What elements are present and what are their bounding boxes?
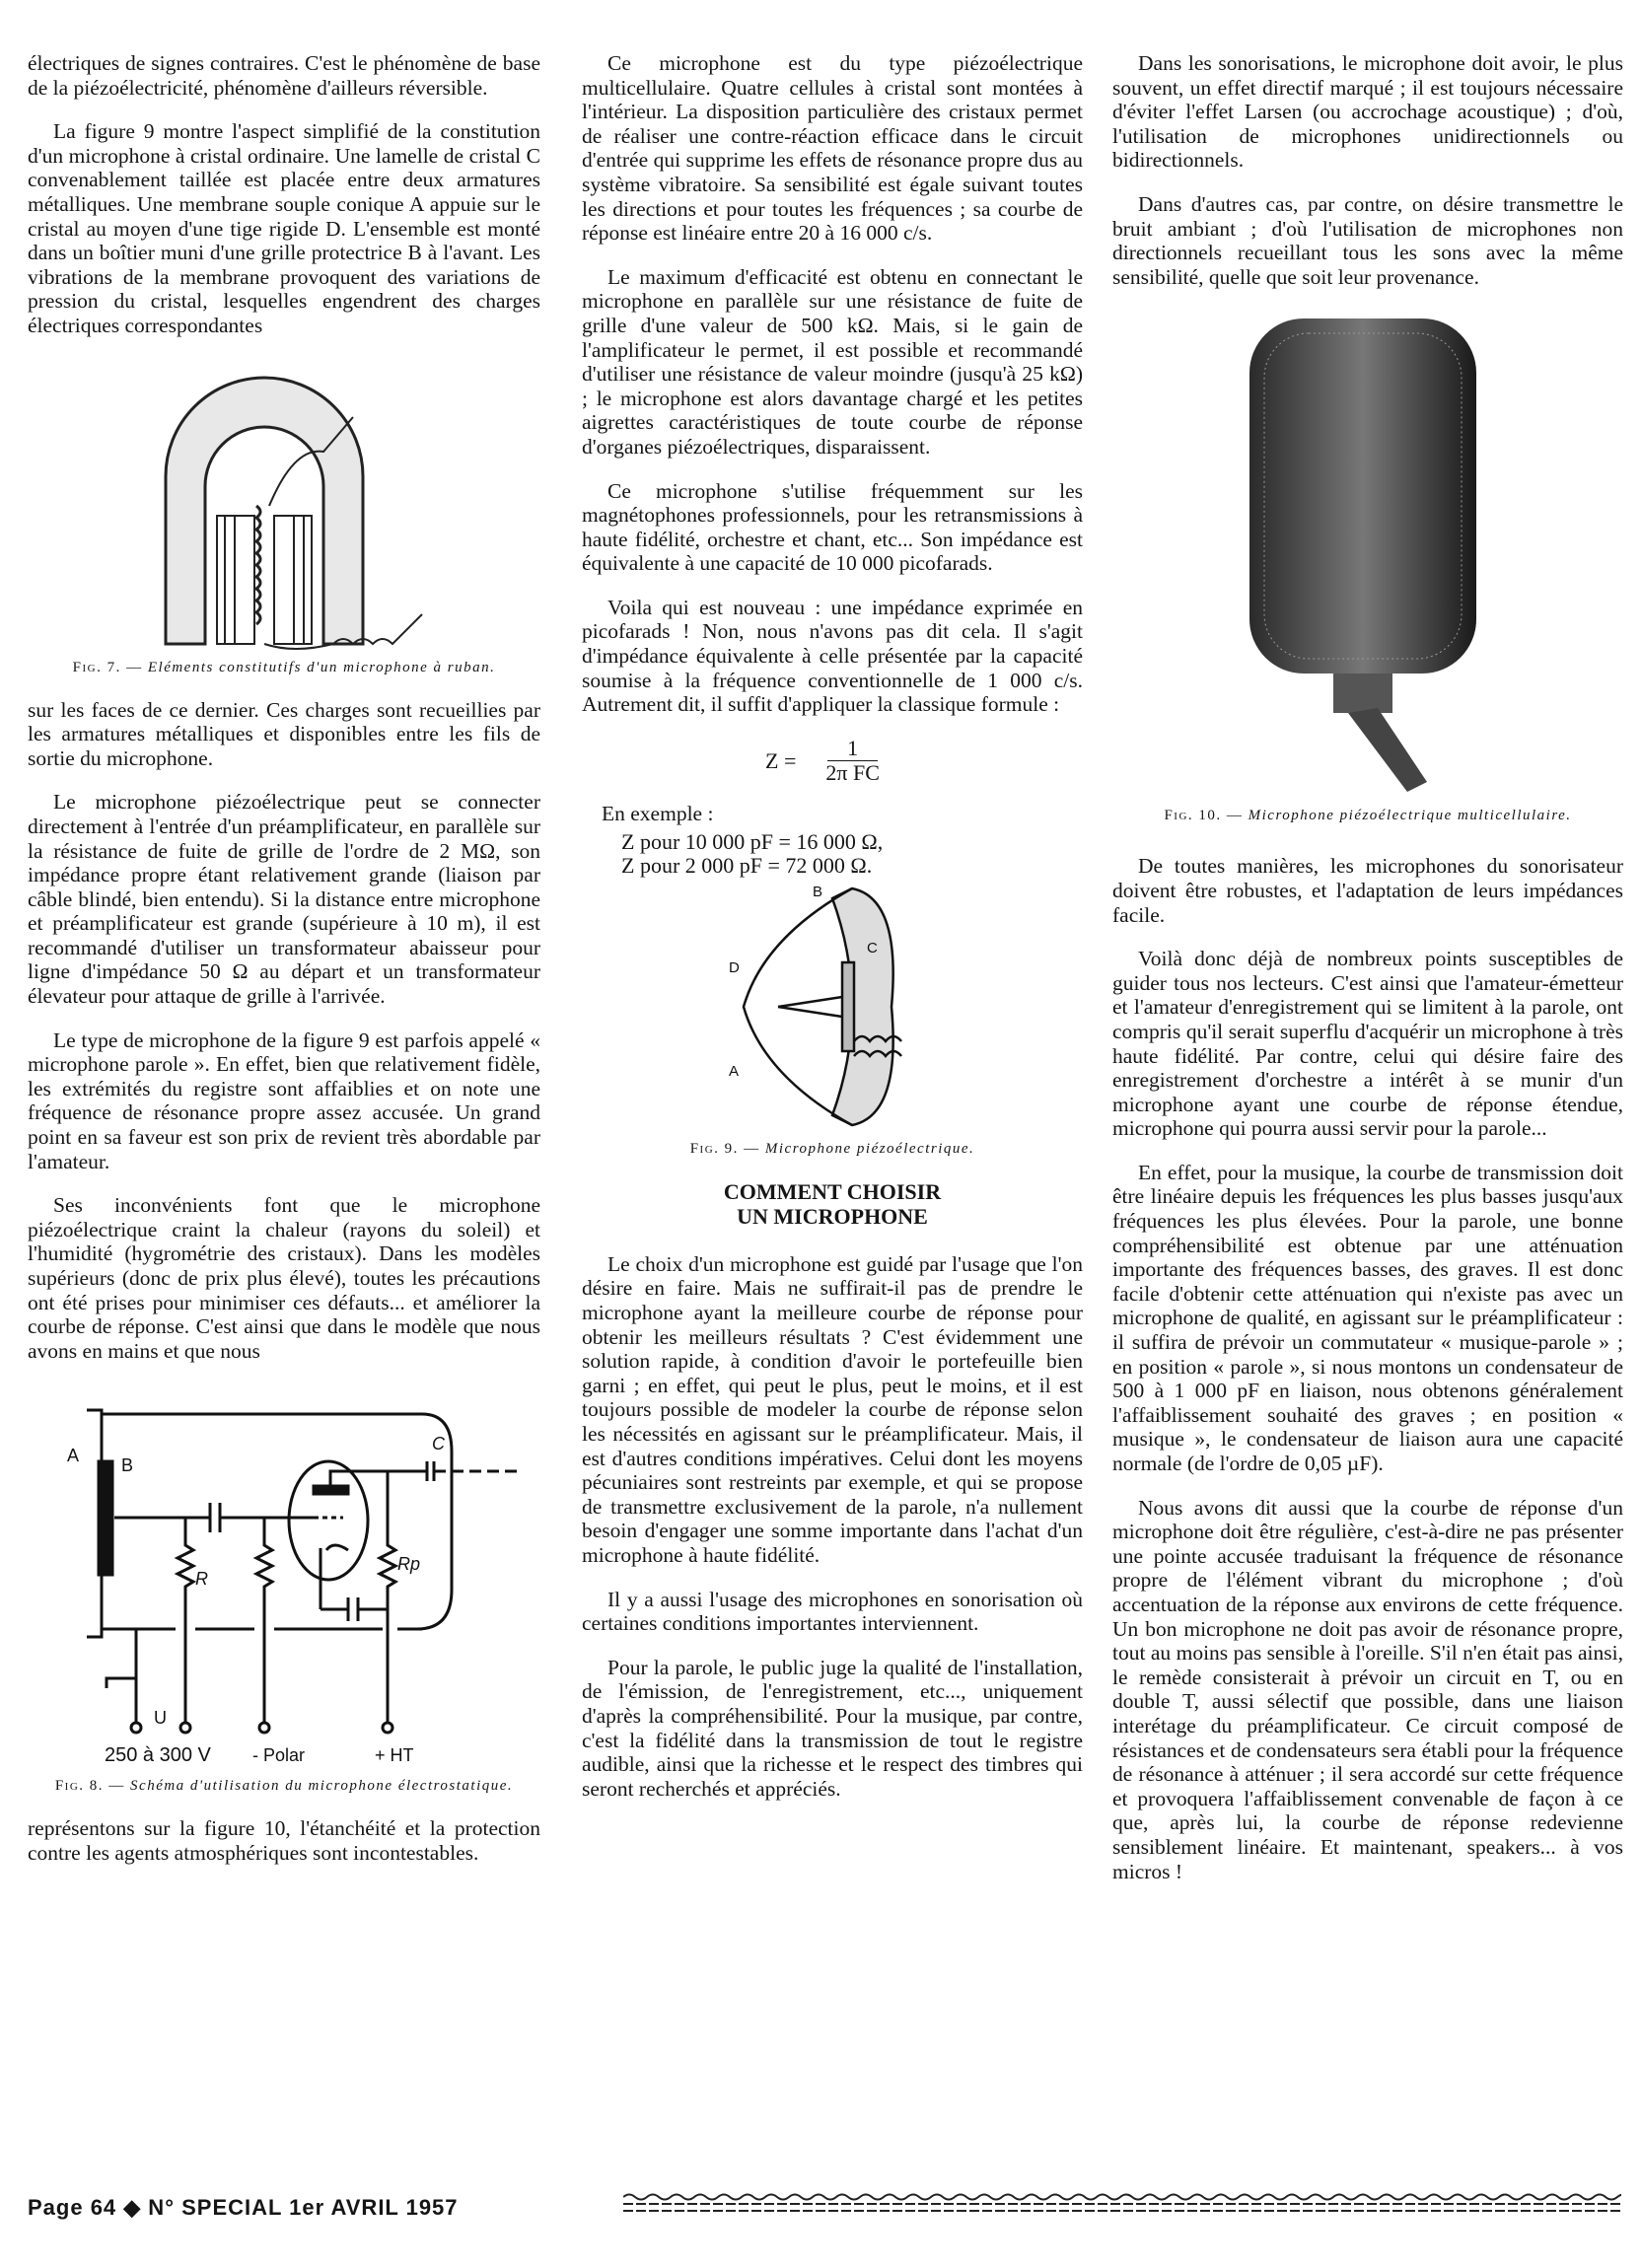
paragraph: La figure 9 montre l'aspect simplifié de la constitution d'un microphone à cristal ordinaire. Une lamelle de cristal C convenablement taillée est placée entre deux armatures métalliques. Une membrane souple conique A appuie sur le cristal au moyen d'une tige rigide D. L'ensemble est monté dans un boîtier muni d'une grille protectrice B à l'avant. Les vibrations de la membrane provoquent des variations de pression du cristal, lesquelles engendrent des charges électriques correspondantes [28, 119, 540, 337]
paragraph: Le choix d'un microphone est guidé par l'usage que l'on désire en faire. Mais ne suffirait-il pas de prendre le microphone ayant la meilleure courbe de réponse pour obtenir les meilleurs résultats ? C'est évidemment une solution rapide, à condition d'avoir le portefeuille bien garni ; en effet, qui peut le plus, peut le moins, et il est toujours possible de modeler la courbe de réponse selon les nécessités en agissant sur le préamplificateur. Mais, il est d'autres conditions impératives. Celui dont les moyens pécuniaires sont restreints par exemple, et qui se propose de transmettre exclusivement de la parole, n'a nullement besoin d'engager une somme importante dans l'achat d'un microphone à haute fidélité. [582, 1251, 1083, 1567]
figure-number: Fig. 10. — [1164, 808, 1244, 824]
section-heading [582, 1179, 1083, 1229]
column-1 [28, 51, 540, 1885]
column-2 [582, 51, 1083, 1820]
paragraph: Dans les sonorisations, le microphone doit avoir, le plus souvent, un effet directif marqué ; il est toujours nécessaire d'éviter l'effet Larsen (ou accrochage acoustique) ; d'où, l'utilisation de microphones unidirectionnels ou bidirectionnels. [1112, 51, 1623, 173]
figure-10-microphone-photo [1220, 309, 1516, 802]
paragraph: Voilà donc déjà de nombreux points susceptibles de guider tous nos lecteurs. C'est ainsi que l'amateur-émetteur et l'amateur d'enregistrement qui se limitent à la parole, ont compris qu'il serait superflu d'acquérir un microphone à très haute fidélité. Par contre, celui qui désire faire des enregistrement d'orchestre a intérêt à se munir d'un microphone ayant une courbe de réponse étendue, microphone qui pourra aussi servir pour la parole... [1112, 947, 1623, 1141]
example-label: En exemple : [602, 802, 714, 826]
paragraph: En effet, pour la musique, la courbe de transmission doit être linéaire depuis les fréquences les plus basses jusqu'aux fréquences les plus élevées. Pour la parole, une bonne compréhensibilité est obtenue par une atténuation importante des fréquences basses, des graves. Il est donc facile d'obtenir cette atténuation qui n'existe pas avec un microphone de qualité, en agissant sur le préamplificateur : il suffira de prévoir un commutateur « musique-parole » ; en position « parole », si nous montons un condensateur de 500 à 1 000 pF en liaison, nous obtenons généralement l'affaiblissement souhaité des graves ; en position « musique », le condensateur de liaison aura une capacité normale (de l'ordre de 0,05 µF). [1112, 1160, 1623, 1475]
paragraph: Ses inconvénients font que le microphone piézoélectrique craint la chaleur (rayons du soleil) et l'humidité (hygrométrie des cristaux). Dans les modèles supérieurs (donc de prix plus élevé), toutes les précautions ont été prises pour minimiser ces défauts... et améliorer la courbe de réponse. C'est ainsi que dans le modèle que nous avons en mains et que nous [28, 1193, 540, 1363]
figure-9-piezo-microphone [704, 879, 961, 1135]
figure-number: Fig. 8. — [54, 1778, 125, 1795]
label-a: A [67, 1446, 80, 1466]
formula-numerator: 1 [827, 737, 878, 762]
page-footer: Page 64 ◆ N° SPECIAL 1er AVRIL 1957 [28, 2195, 459, 2220]
paragraph: Pour la parole, le public juge la qualité de l'installation, de l'émission, de l'enregistrement, etc..., uniquement d'après la compréhensibilité. Pour la musique, par contre, c'est la fidélité dans la transmission de tout le registre audible, ainsi que la richesse et le respect des timbres qui seront recherchés et appréciés. [582, 1655, 1083, 1801]
figure-9-caption [582, 1141, 1083, 1158]
heading-line: UN MICROPHONE [737, 1203, 928, 1229]
paragraph: Ce microphone est du type piézoélectrique multicellulaire. Quatre cellules à cristal sont montées à l'intérieur. La disposition particulière des cristaux permet de réaliser une contre-réaction efficace dans le circuit d'entrée qui supprime les effets de résonance propre dus au système vibratoire. Sa sensibilité est égale suivant toutes les directions et pour toutes les fréquences ; sa courbe de réponse est linéaire entre 20 à 16 000 c/s. [582, 51, 1083, 246]
label-d: D [729, 958, 740, 976]
label-b: B [121, 1455, 134, 1476]
figure-7-ribbon-microphone [126, 358, 442, 654]
label-c: C [432, 1434, 445, 1454]
figure-8-caption [28, 1778, 540, 1795]
figure-8-circuit-diagram [28, 1382, 540, 1772]
example-line: Z pour 10 000 pF = 16 000 Ω, [621, 828, 884, 854]
paragraph: Il y a aussi l'usage des microphones en sonorisation où certaines conditions importantes interviennent. [582, 1587, 1083, 1636]
caption-text: Microphone piézoélectrique multicellulaire. [1248, 808, 1572, 824]
caption-text: Eléments constitutifs d'un microphone à ruban. [147, 659, 496, 675]
label-voltage: 250 à 300 V [105, 1744, 211, 1767]
paragraph: électriques de signes contraires. C'est le phénomène de base de la piézoélectricité, phénomène d'ailleurs réversible. [28, 51, 540, 100]
caption-text: Schéma d'utilisation du microphone électrostatique. [130, 1778, 514, 1795]
impedance-formula [582, 737, 1083, 786]
caption-text: Microphone piézoélectrique. [764, 1140, 975, 1157]
figure-number: Fig. 7. — [72, 659, 143, 675]
column-3 [1112, 51, 1623, 1903]
label-b: B [813, 883, 823, 900]
example-line: Z pour 2 000 pF = 72 000 Ω. [621, 853, 873, 879]
paragraph: Le maximum d'efficacité est obtenu en connectant le microphone en parallèle sur une résistance de fuite de grille d'une valeur de 500 kΩ. Mais, si le gain de l'amplificateur le permet, il est possible et recommandé d'utiliser une résistance de valeur moindre (jusqu'à 25 kΩ) ; le microphone est alors davantage chargé et les petites aigrettes caractéristiques de toute courbe de réponse d'organes piézoélectriques, disparaissent. [582, 264, 1083, 459]
formula-denominator: 2π FC [825, 760, 880, 786]
paragraph: Voila qui est nouveau : une impédance exprimée en picofarads ! Non, nous n'avons pas dit cela. Il s'agit d'impédance équivalente à celle présentée par la capacité soumise à la fréquence conventionnelle de 1 000 c/s. Autrement dit, il suffit d'appliquer la classique formule : [582, 595, 1083, 717]
paragraph: sur les faces de ce dernier. Ces charges sont recueillies par les armatures métalliques et disponibles entre les fils de sortie du microphone. [28, 697, 540, 770]
label-r: R [195, 1569, 208, 1590]
label-polar: - Polar [252, 1745, 306, 1766]
figure-10-caption [1112, 808, 1623, 824]
paragraph: Ce microphone s'utilise fréquemment sur les magnétophones professionnels, pour les retransmissions à haute fidélité, orchestre et chant, etc... Son impédance est équivalente à une capacité de 10 000 picofarads. [582, 478, 1083, 576]
heading-line: COMMENT CHOISIR [723, 1178, 942, 1204]
formula-lhs: Z = [765, 747, 797, 773]
figure-number: Fig. 9. — [689, 1140, 760, 1157]
label-rp: Rp [397, 1554, 421, 1575]
figure-7-caption [28, 660, 540, 676]
paragraph: représentons sur la figure 10, l'étanchéité et la protection contre les agents atmosphériques sont incontestables. [28, 1816, 540, 1865]
paragraph: Dans d'autres cas, par contre, on désire transmettre le bruit ambiant ; d'où l'utilisation de microphones non directionnels recueillant tous les sons avec la même sensibilité, quelle que soit leur provenance. [1112, 191, 1623, 289]
paragraph: Le type de microphone de la figure 9 est parfois appelé « microphone parole ». En effet, bien que relativement fidèle, les extrémités du registre sont affaiblies et on note une fréquence de résonance propre assez accusée. Un grand point en sa faveur est son prix de revient très abordable par l'amateur. [28, 1028, 540, 1173]
label-a: A [729, 1062, 740, 1080]
label-c: C [867, 939, 878, 957]
label-ht: + HT [375, 1745, 414, 1766]
paragraph: Le microphone piézoélectrique peut se connecter directement à l'entrée d'un préamplificateur, en parallèle sur la résistance de fuite de grille de l'ordre de 2 MΩ, son impédance propre étant relativement grande (liaison par câble blindé, bien entendu). Si la distance entre microphone et préamplificateur est grande (supérieure à 10 m), il est recommandé d'utiliser un transformateur abaisseur pour ligne d'impédance 50 Ω au départ et un transformateur élevateur pour attaque de grille à l'arrivée. [28, 790, 540, 1009]
paragraph: Nous avons dit aussi que la courbe de réponse d'un microphone doit être régulière, c'est-à-dire ne pas présenter une pointe accusée traduisant la fréquence de résonance propre de l'élément vibrant du microphone ; d'où accentuation de la réponse aux environs de cette fréquence. Un bon microphone ne doit pas avoir de résonance propre, tout au moins pas sensible à l'oreille. S'il n'en était pas ainsi, le remède consisterait à prévoir un circuit en T, ou en double T, aussi sélectif que possible, dans une liaison interétage du préamplificateur. Ce circuit composé de résistances et de condensateurs sera établi pour la fréquence de résonance à atténuer ; il sera accordé sur cette fréquence et provoquera l'affaiblissement convenable de façon à ce que, après lui, la courbe de réponse redevienne sensiblement linéaire. Et maintenant, speakers... à vos micros ! [1112, 1495, 1623, 1883]
label-u: U [154, 1708, 167, 1729]
decorative-wave-rule [623, 2191, 1621, 2217]
paragraph: De toutes manières, les microphones du sonorisateur doivent être robustes, et l'adaptation de leurs impédances facile. [1112, 854, 1623, 927]
